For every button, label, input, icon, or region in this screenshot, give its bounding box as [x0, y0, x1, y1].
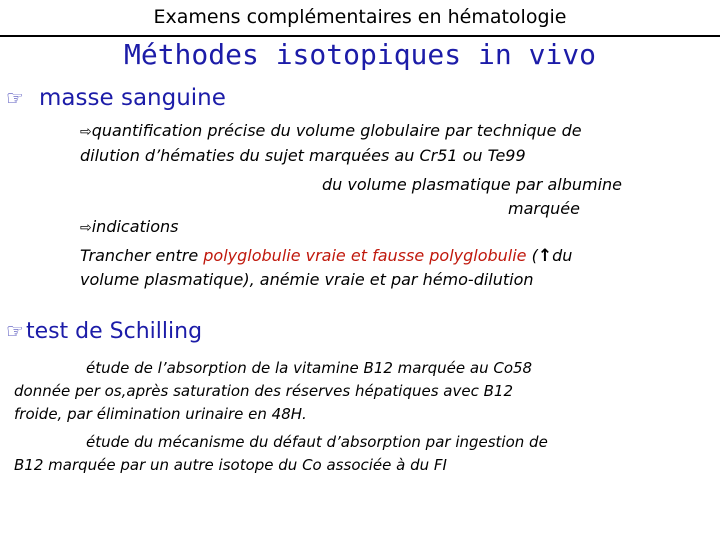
- indications-line: [80, 216, 179, 239]
- pointing-hand-icon: ☞: [6, 319, 24, 343]
- slide-title: Méthodes isotopiques in vivo: [123, 38, 596, 71]
- slide-header: Examens complémentaires en hématologie: [153, 6, 567, 28]
- masse-section-heading: [6, 84, 226, 112]
- up-arrow-icon: ↑: [537, 246, 553, 266]
- schilling-section-heading: [6, 318, 202, 346]
- masse-heading-text: masse sanguine: [39, 85, 226, 111]
- schilling-line-4: étude du mécanisme du défaut d’absorption par ingestion de: [86, 433, 548, 451]
- plasma-line-1: du volume plasmatique par albumine: [322, 175, 623, 194]
- quantification-line-1: [80, 120, 582, 143]
- pointing-hand-icon: ☞: [6, 86, 24, 110]
- trancher-open-paren: (: [526, 246, 538, 265]
- header-divider: [0, 35, 720, 37]
- trancher-prefix: Trancher entre: [80, 246, 204, 265]
- schilling-line-3: froide, par élimination urinaire en 48H.: [14, 405, 307, 423]
- schilling-line-5: B12 marquée par un autre isotope du Co associée à du FI: [14, 456, 447, 474]
- schilling-line-2: donnée per os,après saturation des réserves hépatiques avec B12: [14, 382, 513, 400]
- outlined-right-arrow-icon: ⇨: [80, 124, 92, 140]
- outlined-right-arrow-icon: ⇨: [80, 220, 92, 236]
- trancher-line-2: volume plasmatique), anémie vraie et par hémo-dilution: [80, 270, 534, 289]
- plasma-line-2: marquée: [508, 199, 580, 218]
- trancher-highlight: polyglobulie vraie et fausse polyglobulie: [203, 246, 527, 265]
- quantification-text-1: quantification précise du volume globulaire par technique de: [91, 121, 582, 140]
- schilling-heading-text: test de Schilling: [25, 319, 203, 344]
- trancher-suffix: du: [552, 246, 573, 265]
- schilling-line-1: étude de l’absorption de la vitamine B12 marquée au Co58: [86, 359, 533, 377]
- indications-text: indications: [91, 217, 179, 236]
- trancher-line-1: [80, 245, 572, 267]
- quantification-line-2: dilution d’hématies du sujet marquées au Cr51 ou Te99: [80, 146, 526, 165]
